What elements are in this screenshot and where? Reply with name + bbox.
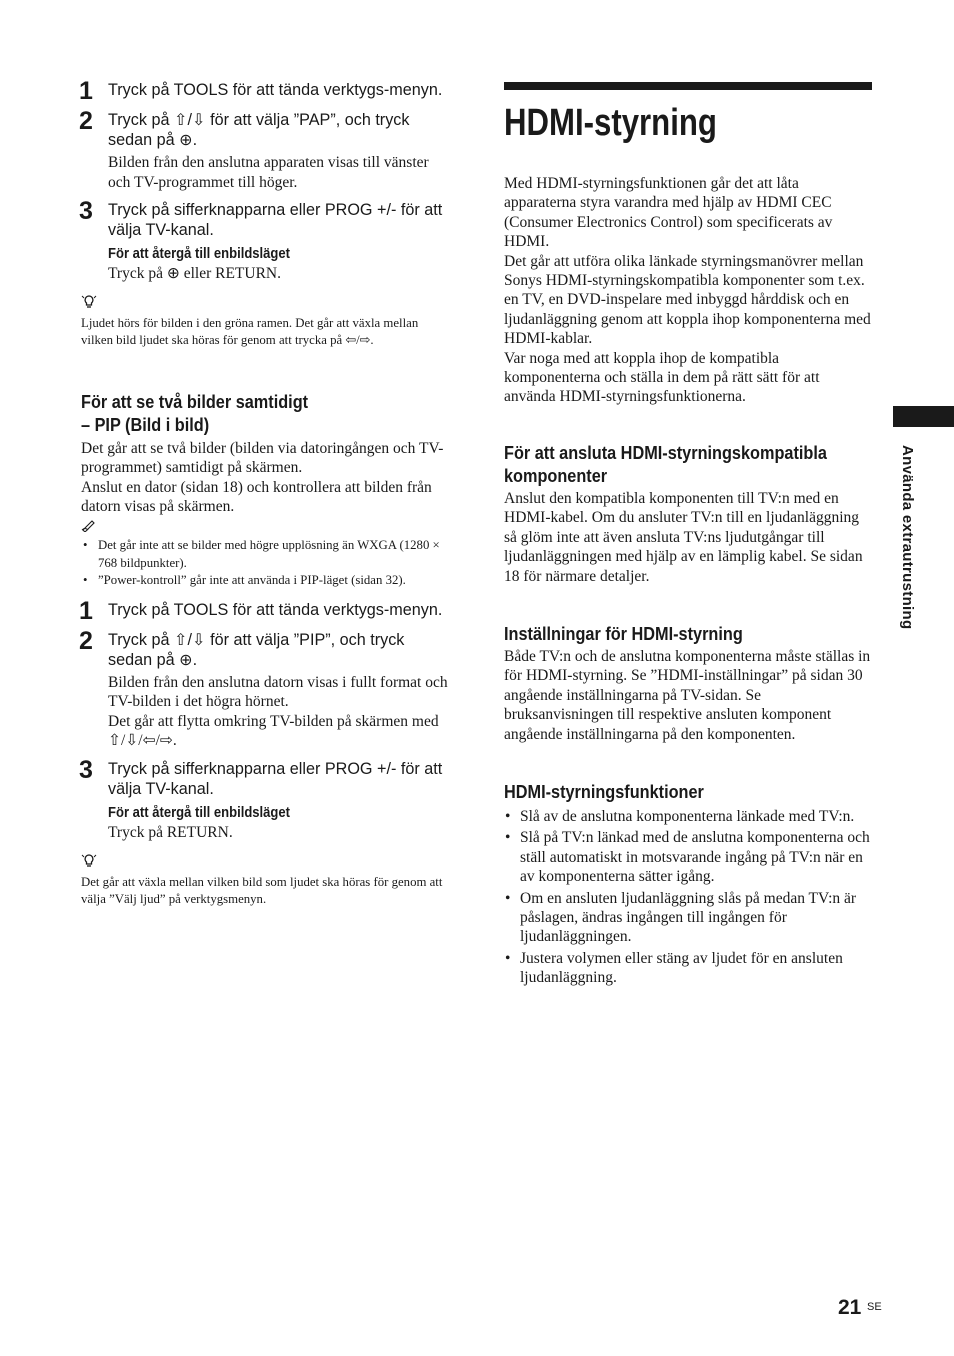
step-number: 3 bbox=[79, 755, 93, 784]
pencil-note-icon bbox=[81, 518, 97, 532]
step-text: Tryck på sifferknapparna eller PROG +/- för att välja TV-kanal. bbox=[108, 759, 443, 798]
step-body: Bilden från den anslutna datorn visas i fullt format och TV-bilden i det högra hörnet. bbox=[108, 673, 448, 711]
intro-paragraph-3: Var noga med att koppla ihop de kompatibla komponenterna och ställa in dem på rätt sätt för att använda HDMI-styrningsfunktionerna. bbox=[504, 349, 820, 406]
step-number: 2 bbox=[79, 107, 93, 135]
pip-heading-line1: För att se två bilder samtidigt bbox=[81, 390, 309, 412]
step-text: Tryck på sifferknapparna eller PROG +/- för att välja TV-kanal. bbox=[108, 201, 443, 239]
tip-text: Det går att växla mellan vilken bild som ljudet ska höras för genom att välja ”Välj ljud” på verktygsmenyn. bbox=[81, 874, 443, 907]
step-text: Tryck på TOOLS för att tända verktygs-menyn. bbox=[108, 81, 443, 99]
note-item: • ”Power-kontroll” går inte att använda i PIP-läget (sidan 32). bbox=[81, 572, 451, 589]
page-number: 21 bbox=[838, 1296, 862, 1319]
chapter-tab bbox=[893, 406, 954, 427]
step-1-pip bbox=[79, 596, 451, 625]
step-text: Tryck på ⇧/⇩ för att välja ”PAP”, och tryck sedan på ⊕. bbox=[108, 111, 410, 149]
note-item: • Det går inte att se bilder med högre upplösning än WXGA (1280 × 768 bildpunkter). bbox=[81, 537, 451, 572]
settings-heading: Inställningar för HDMI-styrning bbox=[504, 622, 743, 644]
connect-heading: För att ansluta HDMI-styrningskompatibla komponenter bbox=[504, 441, 827, 486]
connect-text: Anslut den kompatibla komponenten till TV:n med en HDMI-kabel. Om du ansluter TV:n till en ljudanläggning så glöm inte att även ansluta TV:ns ljudutgångar till ljudanläggningen med hjälp av en lämplig kabel. Se sidan 18 för närmare detaljer. bbox=[504, 489, 863, 585]
chapter-label: Använda extrautrustning bbox=[899, 445, 916, 630]
pip-heading-line2: – PIP (Bild i bild) bbox=[81, 413, 210, 435]
step-1-pap bbox=[79, 77, 451, 105]
step-number: 1 bbox=[79, 77, 93, 105]
step-number: 1 bbox=[79, 596, 93, 625]
intro-paragraph-1: Med HDMI-styrningsfunktionen går det att låta apparaterna styra varandra med hjälp av HDMI CEC (Consumer Electronics Control) som specificerats av HDMI. bbox=[504, 175, 833, 251]
step-2-pap bbox=[79, 107, 451, 192]
left-column bbox=[79, 77, 451, 908]
return-heading: För att återgå till enbildsläget bbox=[108, 246, 291, 262]
functions-list bbox=[504, 807, 872, 988]
step-text: Tryck på TOOLS för att tända verktygs-menyn. bbox=[108, 600, 443, 619]
return-heading: För att återgå till enbildsläget bbox=[108, 804, 291, 821]
pip-paragraph-2: Anslut en dator (sidan 18) och kontrollera att bilden från datorn visas på skärmen. bbox=[81, 478, 432, 516]
step-body: Bilden från den anslutna apparaten visas till vänster och TV-programmet till höger. bbox=[108, 154, 429, 191]
function-item: • Om en ansluten ljudanläggning slås på medan TV:n är påslagen, ändras ingången till ingången för ljudanläggningen. bbox=[504, 889, 872, 947]
step-3-pap bbox=[79, 197, 451, 284]
step-3-pip bbox=[79, 755, 451, 843]
step-body: Det går att flytta omkring TV-bilden på skärmen med ⇧/⇩/⇦/⇨. bbox=[108, 712, 439, 750]
lightbulb-tip-icon bbox=[81, 853, 97, 869]
step-2-pip bbox=[79, 626, 451, 751]
function-item: • Justera volymen eller stäng av ljudet för en ansluten ljudanläggning. bbox=[504, 949, 872, 988]
step-text: Tryck på ⇧/⇩ för att välja ”PIP”, och tryck sedan på ⊕. bbox=[108, 630, 405, 669]
step-number: 2 bbox=[79, 626, 93, 655]
return-text: Tryck på RETURN. bbox=[108, 823, 233, 841]
page-language-code: SE bbox=[867, 1301, 882, 1313]
function-item: • Slå av de anslutna komponenterna länkade med TV:n. bbox=[504, 807, 872, 826]
pip-heading bbox=[81, 390, 407, 436]
notes-list bbox=[81, 537, 451, 589]
functions-heading: HDMI-styrningsfunktioner bbox=[504, 780, 704, 802]
intro-paragraph-2: Det går att utföra olika länkade styrningsmanövrer mellan Sonys HDMI-styrningskompatibla komponenter som t.ex. en TV, en DVD-inspelare med inbyggd hårddisk och en ljudanläggning genom att koppla ihop komponenterna med HDMI-kablar. bbox=[504, 252, 871, 348]
title-rule bbox=[504, 82, 872, 90]
settings-text: Både TV:n och de anslutna komponenterna måste ställas in för HDMI-styrning. Se ”HDMI-inställningar” på sidan 30 angående inställningarna på TV-sidan. Se bruksanvisningen till respektive ansluten komponent angående inställningarna på den komponenten. bbox=[504, 647, 871, 743]
pip-paragraph-1: Det går att se två bilder (bilden via datoringången och TV-programmet) samtidigt på skärmen. bbox=[81, 439, 444, 477]
tip-text: Ljudet hörs för bilden i den gröna ramen. Det går att växla mellan vilken bild ljudet ska höras för genom att trycka på ⇦/⇨. bbox=[81, 316, 419, 348]
right-column bbox=[504, 82, 872, 990]
step-number: 3 bbox=[79, 197, 93, 225]
function-item: • Slå på TV:n länkad med de anslutna komponenterna och ställ automatiskt in motsvarande ingång på TV:n när en av komponenterna sätter igång. bbox=[504, 828, 872, 886]
return-text: Tryck på ⊕ eller RETURN. bbox=[108, 265, 281, 282]
lightbulb-tip-icon bbox=[81, 294, 97, 310]
page-title: HDMI-styrning bbox=[504, 102, 717, 144]
